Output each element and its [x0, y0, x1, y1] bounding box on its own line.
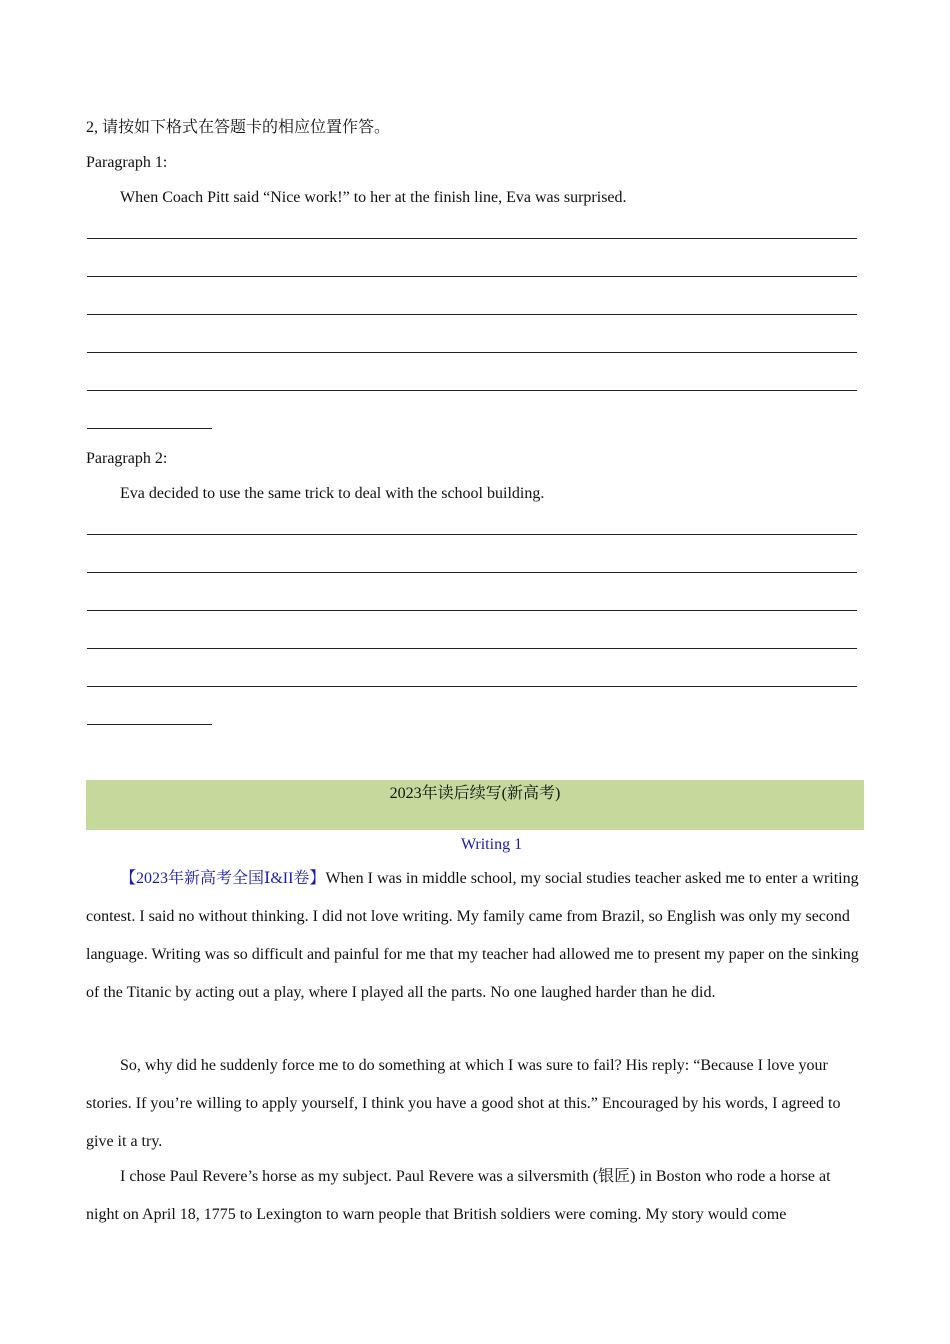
paragraph2-label: Paragraph 2: — [86, 450, 168, 467]
answer-line — [87, 276, 857, 277]
instruction-text: 2, 请按如下格式在答题卡的相应位置作答。 — [86, 119, 391, 136]
answer-line — [87, 534, 857, 535]
answer-line — [87, 352, 857, 353]
passage-text: When I was in middle school, my social studies teacher asked me to enter a writing contest. I said no without thinking. I did not love writing. My family came from Brazil, so English was only my second language. Writing was so difficult and painful for me that my teacher had allowed me to present my paper on the sinking of the Titanic by acting out a play, where I played all the parts. No one laughed harder than he did. — [86, 870, 859, 1001]
paragraph2-opening: Eva decided to use the same trick to deal with the school building. — [120, 485, 545, 502]
answer-line — [87, 428, 212, 429]
paragraph1-opening: When Coach Pitt said “Nice work!” to her at the finish line, Eva was surprised. — [120, 189, 627, 206]
answer-line — [87, 648, 857, 649]
answer-line — [87, 724, 212, 725]
answer-line — [87, 572, 857, 573]
passage-paragraph-2: So, why did he suddenly force me to do something at which I was sure to fail? His reply: “Because I love your stories. If you’re willing to apply yourself, I think you have a good shot at this.” Encouraged by his words, I agreed to give it a try. — [86, 1057, 841, 1150]
paragraph1-label: Paragraph 1: — [86, 154, 168, 171]
passage-paragraph-1 — [86, 860, 864, 1012]
passage-paragraph-3: I chose Paul Revere’s horse as my subject. Paul Revere was a silversmith (银匠) in Boston who rode a horse at night on April 18, 1775 to Lexington to warn people that British soldiers were coming. My story would come — [86, 1168, 831, 1223]
answer-line — [87, 686, 857, 687]
source-tag: 【2023年新高考全国Ⅰ&II卷】 — [120, 870, 326, 887]
answer-line — [87, 238, 857, 239]
section-banner — [86, 780, 864, 830]
answer-line — [87, 610, 857, 611]
answer-line — [87, 390, 857, 391]
answer-line — [87, 314, 857, 315]
section-title: 2023年读后续写(新高考) — [389, 785, 561, 802]
section-subtitle: Writing 1 — [460, 836, 523, 853]
